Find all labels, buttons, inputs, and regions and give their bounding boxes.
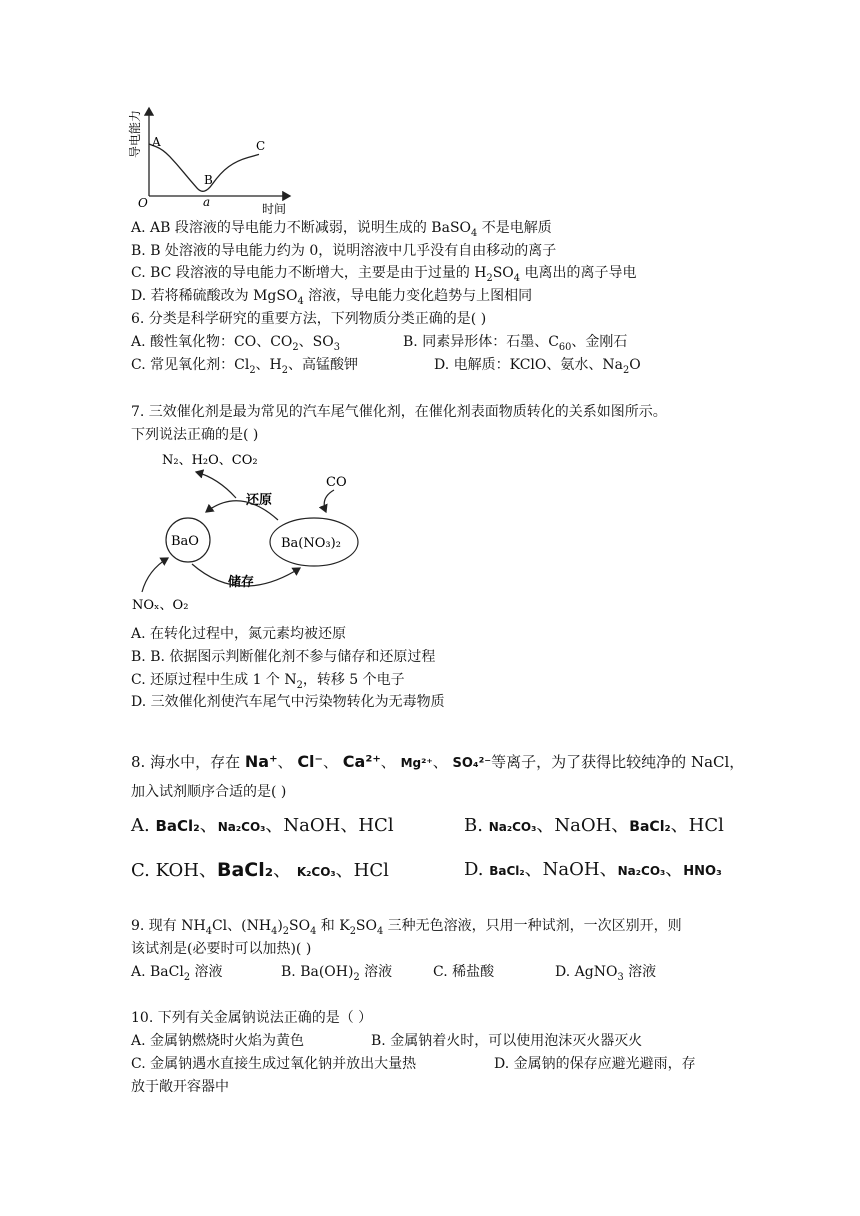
ba-nitrate-label: Ba(NO₃)₂ bbox=[281, 536, 341, 551]
ion-mg: Mg²⁺ bbox=[400, 756, 433, 770]
q5-option-c: C. BC 段溶液的导电能力不断增大，主要是由于过量的 $H_2SO_4$ 电离出的离子导电 bbox=[131, 265, 637, 284]
q7-stem-line2: 下列说法正确的是( ) bbox=[131, 427, 259, 443]
y-axis-label: 导电能力 bbox=[128, 109, 142, 158]
point-c-label: C bbox=[256, 139, 266, 153]
reduce-label: 还原 bbox=[246, 493, 273, 508]
conductivity-graph bbox=[130, 96, 300, 216]
nox-in-arrow bbox=[142, 558, 168, 592]
product-out-arrow bbox=[196, 472, 236, 498]
ion-so4: SO₄²⁻ bbox=[452, 756, 492, 771]
co-in-arrow bbox=[324, 490, 334, 512]
q6-stem: 6. 分类是科学研究的重要方法，下列物质分类正确的是( ) bbox=[131, 311, 487, 327]
q10-stem: 10. 下列有关金属钠说法正确的是（ ） bbox=[131, 1010, 373, 1026]
top-product-label: N₂、H₂O、CO₂ bbox=[162, 453, 258, 468]
q5-option-d: D. 若将稀硫酸改为 MgSO$_4$ 溶液，导电能力变化趋势与上图相同 bbox=[131, 288, 533, 307]
co-label: CO bbox=[326, 475, 347, 490]
q9-option-d: D. AgNO$_3$ 溶液 bbox=[555, 964, 657, 983]
q8-stem-line2: 加入试剂顺序合适的是( ) bbox=[131, 784, 287, 800]
q7-stem-line1: 7. 三效催化剂是最为常见的汽车尾气催化剂，在催化剂表面物质转化的关系如图所示。 bbox=[131, 404, 667, 420]
q5-option-b: B. B 处溶液的导电能力约为 0，说明溶液中几乎没有自由移动的离子 bbox=[131, 243, 557, 259]
q8-option-b: B. Na₂CO₃、NaOH、BaCl₂、HCl bbox=[464, 815, 724, 836]
q7-option-c: C. 还原过程中生成 1 个 $N_2$，转移 5 个电子 bbox=[131, 672, 405, 691]
q10-option-a: A. 金属钠燃烧时火焰为黄色 bbox=[131, 1033, 305, 1049]
q8-stem-line1: 8. 海水中，存在 Na⁺、 Cl⁻、 Ca²⁺、 Mg²⁺、 SO₄²⁻等离子，为了获得比较纯净的 NaCl， bbox=[131, 752, 745, 771]
q7-option-d: D. 三效催化剂使汽车尾气中污染物转化为无毒物质 bbox=[131, 694, 445, 710]
ion-cl: Cl⁻ bbox=[297, 752, 323, 771]
q7-option-a: A. 在转化过程中，氮元素均被还原 bbox=[131, 626, 347, 642]
x-axis-label: 时间 bbox=[262, 202, 287, 216]
q9-option-b: B. $Ba(OH)_2$ 溶液 bbox=[281, 964, 393, 983]
q9-stem-line1: 9. 现有 $NH_4Cl$、$(NH_4)_2SO_4$ 和 $K_2SO_4$ 三种无色溶液，只用一种试剂，一次区别开，则 bbox=[131, 918, 682, 937]
catalyst-cycle-diagram bbox=[128, 446, 368, 616]
q9-option-a: A. BaCl$_2$ 溶液 bbox=[131, 964, 223, 983]
q9-stem-line2: 该试剂是(必要时可以加热)( ) bbox=[131, 941, 312, 957]
q8-option-a: A. BaCl₂、Na₂CO₃、NaOH、HCl bbox=[131, 815, 394, 836]
q5-option-a: A. AB 段溶液的导电能力不断减弱，说明生成的 BaSO$_4$ 不是电解质 bbox=[131, 220, 552, 239]
ion-na: Na⁺ bbox=[244, 752, 278, 771]
origin-label: O bbox=[138, 196, 148, 210]
x-mark-label: a bbox=[203, 195, 211, 209]
q6-option-b: B. 同素异形体：石墨、$C_{60}$、金刚石 bbox=[403, 334, 628, 353]
q10-option-c: C. 金属钠遇水直接生成过氧化钠并放出大量热 bbox=[131, 1056, 417, 1072]
point-a-label: A bbox=[152, 135, 161, 149]
point-b-label: B bbox=[204, 173, 213, 187]
q8-option-c: C. KOH、BaCl₂、 K₂CO₃、HCl bbox=[131, 859, 389, 881]
ion-ca: Ca²⁺ bbox=[342, 752, 381, 771]
nox-label: NOₓ、O₂ bbox=[132, 598, 189, 613]
q8-option-d: D. BaCl₂、NaOH、Na₂CO₃、HNO₃ bbox=[464, 859, 722, 880]
store-label: 储存 bbox=[228, 575, 255, 590]
q6-option-c: C. 常见氧化剂：$Cl_2$、$H_2$、高锰酸钾 bbox=[131, 357, 358, 376]
q6-option-a: A. 酸性氧化物：CO、$CO_2$、$SO_3$ bbox=[131, 334, 340, 353]
q9-option-c: C. 稀盐酸 bbox=[433, 964, 495, 980]
q6-option-d: D. 电解质：KClO、氨水、$Na_2O$ bbox=[434, 357, 641, 376]
q10-option-d: D. 金属钠的保存应避光避雨，存 bbox=[494, 1056, 696, 1072]
q10-option-b: B. 金属钠着火时，可以使用泡沫灭火器灭火 bbox=[371, 1033, 643, 1049]
bao-label: BaO bbox=[171, 534, 199, 549]
q10-option-d-continued: 放于敞开容器中 bbox=[131, 1079, 229, 1095]
q7-option-b: B. B. 依据图示判断催化剂不参与储存和还原过程 bbox=[131, 649, 436, 665]
